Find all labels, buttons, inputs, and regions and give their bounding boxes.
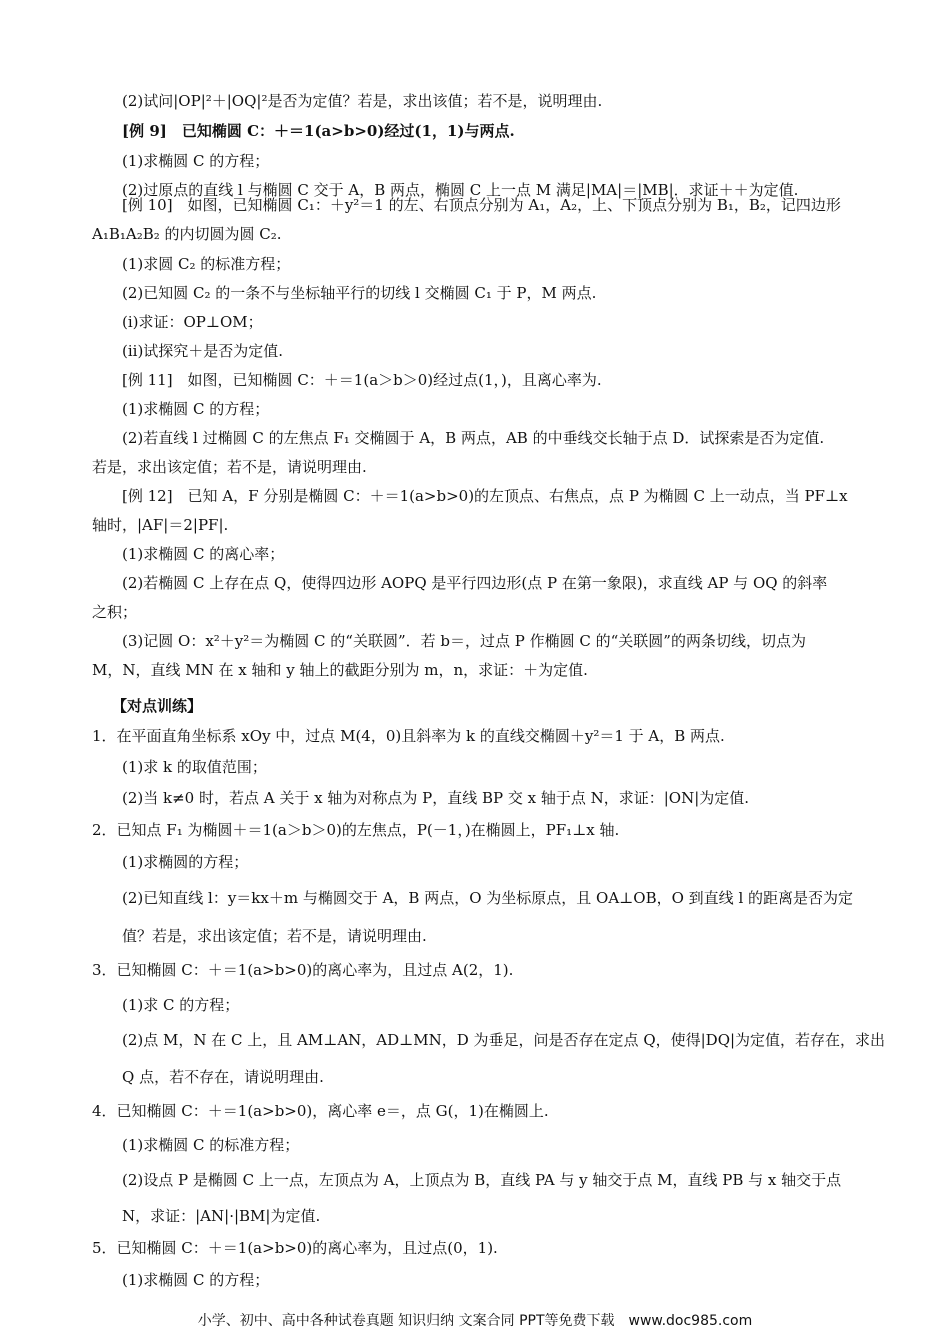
text-line: A₁B₁A₂B₂ 的内切圆为圆 C₂. [92, 225, 282, 243]
example-heading: [例 9] 已知椭圆 C：＋＝1(a>b>0)经过(1，1)与两点. [122, 122, 515, 140]
text-line: (2)当 k≠0 时，若点 A 关于 x 轴为对称点为 P，直线 BP 交 x 轴于点 N，求证：|ON|为定值. [122, 789, 750, 807]
text-line: (3)记圆 O：x²＋y²＝为椭圆 C 的“关联圆”．若 b＝，过点 P 作椭圆 C 的“关联圆”的两条切线，切点为 [122, 632, 806, 650]
exercise-item: 2．已知点 F₁ 为椭圆＋＝1(a＞b＞0)的左焦点，P(－1，)在椭圆上，PF₁⊥x 轴. [92, 821, 620, 839]
example-heading: [例 10] 如图，已知椭圆 C₁：＋y²＝1 的左、右顶点分别为 A₁，A₂，上、下顶点分别为 B₁，B₂，记四边形 [122, 196, 841, 214]
text-line: (2)设点 P 是椭圆 C 上一点，左顶点为 A，上顶点为 B，直线 PA 与 y 轴交于点 M，直线 PB 与 x 轴交于点 [122, 1171, 842, 1189]
text-line: 之积； [92, 603, 138, 621]
text-line: (2)已知直线 l：y＝kx＋m 与椭圆交于 A，B 两点，O 为坐标原点，且 OA⊥OB，O 到直线 l 的距离是否为定 [122, 889, 854, 907]
text-line: (1)求椭圆 C 的方程； [122, 152, 270, 170]
text-line: (1)求椭圆 C 的标准方程； [122, 1136, 300, 1154]
text-line: (2)试问|OP|²＋|OQ|²是否为定值？若是，求出该值；若不是，说明理由. [122, 92, 603, 110]
text-line: 值？若是，求出该定值；若不是，请说明理由. [122, 927, 427, 945]
section-title: 【对点训练】 [112, 697, 203, 715]
text-line: (2)若椭圆 C 上存在点 Q，使得四边形 AOPQ 是平行四边形(点 P 在第一象限)，求直线 AP 与 OQ 的斜率 [122, 574, 828, 592]
text-line: Q 点，若不存在，请说明理由. [122, 1068, 324, 1086]
text-line: (1)求椭圆的方程； [122, 853, 249, 871]
exercise-item: 1．在平面直角坐标系 xOy 中，过点 M(4，0)且斜率为 k 的直线交椭圆＋y²＝1 于 A，B 两点. [92, 727, 725, 745]
text-line: (1)求 C 的方程； [122, 996, 240, 1014]
text-line: (i)求证：OP⊥OM； [122, 313, 263, 331]
text-line: (1)求椭圆 C 的离心率； [122, 545, 285, 563]
text-line: (1)求 k 的取值范围； [122, 758, 267, 776]
text-line: (2)过原点的直线 l 与椭圆 C 交于 A，B 两点，椭圆 C 上一点 M 满足|MA|＝|MB|．求证＋＋为定值. [122, 181, 799, 199]
text-line: (2)点 M，N 在 C 上，且 AM⊥AN，AD⊥MN，D 为垂足，问是否存在定点 Q，使得|DQ|为定值，若存在，求出 [122, 1031, 886, 1049]
exercise-item: 4．已知椭圆 C：＋＝1(a>b>0)，离心率 e＝，点 G(，1)在椭圆上. [92, 1102, 549, 1120]
example-heading: [例 12] 已知 A，F 分别是椭圆 C：＋＝1(a>b>0)的左顶点、右焦点，点 P 为椭圆 C 上一动点，当 PF⊥x [122, 487, 848, 505]
text-line: 若是，求出该定值；若不是，请说明理由. [92, 458, 367, 476]
text-line: M，N，直线 MN 在 x 轴和 y 轴上的截距分别为 m，n，求证：＋为定值. [92, 661, 588, 679]
exercise-item: 3．已知椭圆 C：＋＝1(a>b>0)的离心率为，且过点 A(2，1). [92, 961, 514, 979]
text-line: (2)已知圆 C₂ 的一条不与坐标轴平行的切线 l 交椭圆 C₁ 于 P，M 两点. [122, 284, 597, 302]
text-line: N，求证：|AN|·|BM|为定值. [122, 1207, 321, 1225]
text-line: (1)求椭圆 C 的方程； [122, 1271, 270, 1289]
text-line: (1)求圆 C₂ 的标准方程； [122, 255, 291, 273]
text-line: (ii)试探究＋是否为定值. [122, 342, 284, 360]
text-line: 轴时，|AF|＝2|PF|. [92, 516, 229, 534]
text-line: (2)若直线 l 过椭圆 C 的左焦点 F₁ 交椭圆于 A，B 两点，AB 的中垂线交长轴于点 D．试探索是否为定值. [122, 429, 825, 447]
example-heading: [例 11] 如图，已知椭圆 C：＋＝1(a＞b＞0)经过点(1，)，且离心率为. [122, 371, 602, 389]
text-line: (1)求椭圆 C 的方程； [122, 400, 270, 418]
exercise-item: 5．已知椭圆 C：＋＝1(a>b>0)的离心率为，且过点(0，1). [92, 1239, 498, 1257]
page-footer: 小学、初中、高中各种试卷真题 知识归纳 文案合同 PPT等免费下载 www.doc985.com [197, 1313, 753, 1329]
